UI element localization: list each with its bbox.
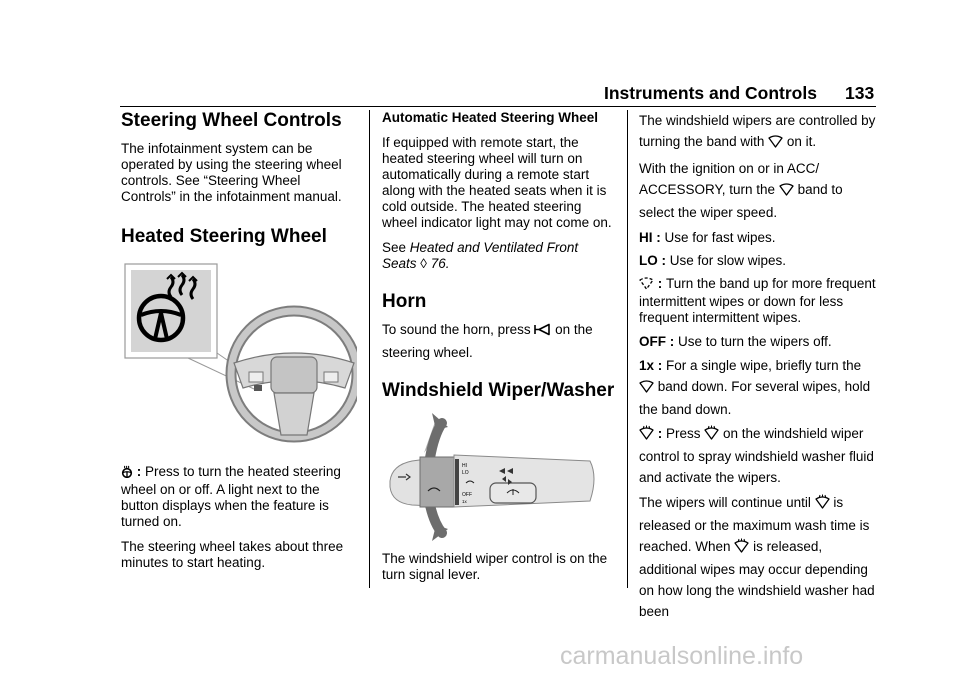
- wiper-lever-illustration: [382, 413, 616, 543]
- heading-steering-wheel-controls: Steering Wheel Controls: [121, 110, 342, 131]
- wiper-icon: [768, 133, 783, 154]
- horn-icon: [534, 321, 551, 342]
- intermittent-wiper-icon: [639, 276, 654, 294]
- heading-automatic-heated: Automatic Heated Steering Wheel: [382, 110, 599, 125]
- heated-wheel-description: : Press to turn the heated steering wheel on or off. A light next to the button displays when the feature is turned on.: [121, 464, 341, 529]
- one-x-item: 1x : For a single wipe, briefly turn the band down. For several wipes, hold the band down.: [639, 358, 871, 417]
- column-2: [382, 110, 616, 583]
- heading-heated-steering-wheel: Heated Steering Wheel: [121, 226, 327, 247]
- heading-windshield-wiper-washer: Windshield Wiper/Washer: [382, 380, 615, 401]
- lever-label-off: OFF: [462, 492, 472, 498]
- page-number: 133: [845, 83, 875, 103]
- intermittent-item: : Turn the band up for more frequent intermittent wipes or down for less frequent intermittent wipes.: [639, 276, 876, 325]
- column-1: [121, 110, 357, 571]
- lever-label-lo: LO: [462, 470, 469, 476]
- wiper-icon: [639, 378, 654, 399]
- heating-time-paragraph: The steering wheel takes about three minutes to start heating.: [121, 539, 344, 570]
- off-item: OFF : Use to turn the wipers off.: [639, 334, 832, 349]
- washer-icon: [815, 494, 830, 515]
- hi-item: HI : Use for fast wipes.: [639, 230, 776, 245]
- watermark: carmanualsonline.info: [560, 642, 804, 670]
- ignition-paragraph: With the ignition on or in ACC/ ACCESSORY, turn the band to select the wiper speed.: [639, 161, 843, 220]
- page-ref-arrow-icon: ◊: [420, 256, 427, 271]
- washer-icon: [734, 538, 749, 559]
- lever-label-hi: HI: [462, 463, 467, 469]
- lo-item: LO : Use for slow wipes.: [639, 253, 787, 268]
- heated-steering-wheel-icon: [121, 465, 133, 482]
- header-rule: [120, 106, 876, 107]
- washer-icon: [704, 425, 719, 446]
- lever-label-1x: 1x: [462, 499, 467, 504]
- automatic-heated-paragraph: If equipped with remote start, the heated steering wheel will turn on automatically during a remote start along with the heated seats when it is cold outside. The heated steering wheel indicator light may not come on.: [382, 135, 612, 230]
- column-divider-1: [369, 110, 370, 588]
- column-3: [639, 110, 877, 622]
- wipers-controlled-paragraph: The windshield wipers are controlled by turning the band with on it.: [639, 110, 877, 154]
- wipers-continue-paragraph: The wipers will continue until is released or the maximum wash time is reached. When is released, additional wipes may occur depending on how long the windshield washer had been: [639, 495, 875, 619]
- horn-paragraph: To sound the horn, press on the steering wheel.: [382, 322, 593, 360]
- column-divider-2: [627, 110, 628, 588]
- wiper-icon: [779, 181, 794, 202]
- wiper-control-paragraph: The windshield wiper control is on the turn signal lever.: [382, 551, 608, 582]
- washer-item: : Press on the windshield wiper control to spray windshield washer fluid and activate the wipers.: [639, 426, 874, 485]
- section-title: Instruments and Controls: [604, 83, 817, 103]
- heated-steering-wheel-illustration: [121, 263, 357, 453]
- heading-horn: Horn: [382, 291, 427, 312]
- infotainment-paragraph: The infotainment system can be operated by using the steering wheel controls. See “Steering Wheel Controls” in the infotainment manual.: [121, 141, 342, 204]
- washer-icon: [639, 425, 654, 446]
- see-reference: See Heated and Ventilated Front Seats ◊ 76.: [382, 240, 579, 271]
